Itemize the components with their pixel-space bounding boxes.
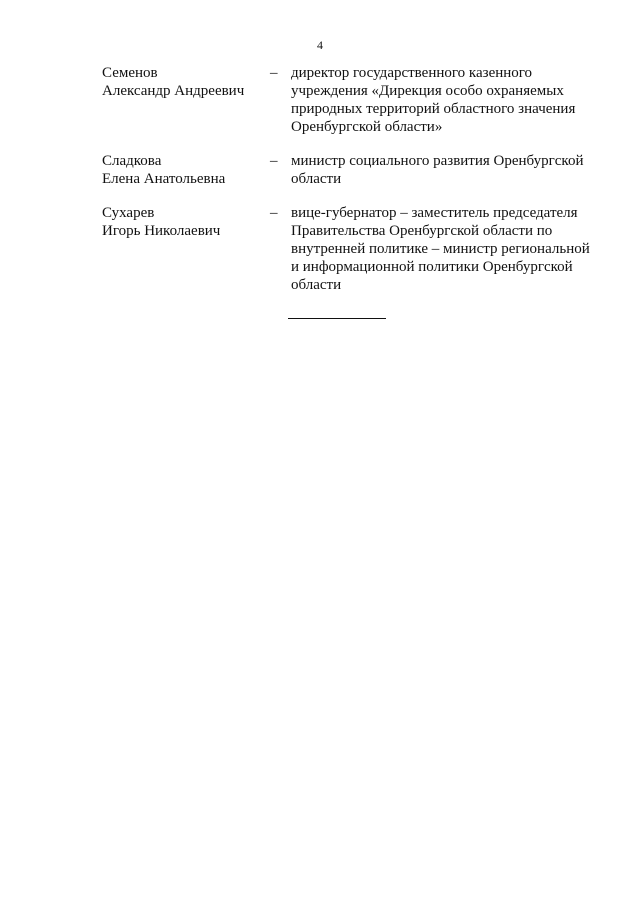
member-surname: Сладкова [102,153,162,169]
dash-separator: – [270,65,278,81]
member-given-names: Елена Анатольевна [102,171,226,187]
dash-separator: – [270,205,278,221]
member-list [102,64,592,294]
member-surname: Семенов [102,65,158,81]
dash-separator: – [270,153,278,169]
member-name [102,152,262,188]
member-position: директор государственного казенного учреждения «Дирекция особо охраняемых природных территорий областного значения Оренбургской области» [291,65,576,135]
member-name [102,204,262,240]
member-entry [102,64,592,136]
member-position: министр социального развития Оренбургской области [291,153,584,187]
member-surname: Сухарев [102,205,155,221]
page-number: 4 [317,38,323,52]
member-position: вице-губернатор – заместитель председателя Правительства Оренбургской области по внутренней политике – министр региональной и информационной политики Оренбургской области [291,205,590,293]
member-name [102,64,262,100]
member-entry [102,152,592,188]
member-entry [102,204,592,294]
member-given-names: Александр Андреевич [102,83,245,99]
end-of-list-line [288,318,386,319]
member-given-names: Игорь Николаевич [102,223,221,239]
